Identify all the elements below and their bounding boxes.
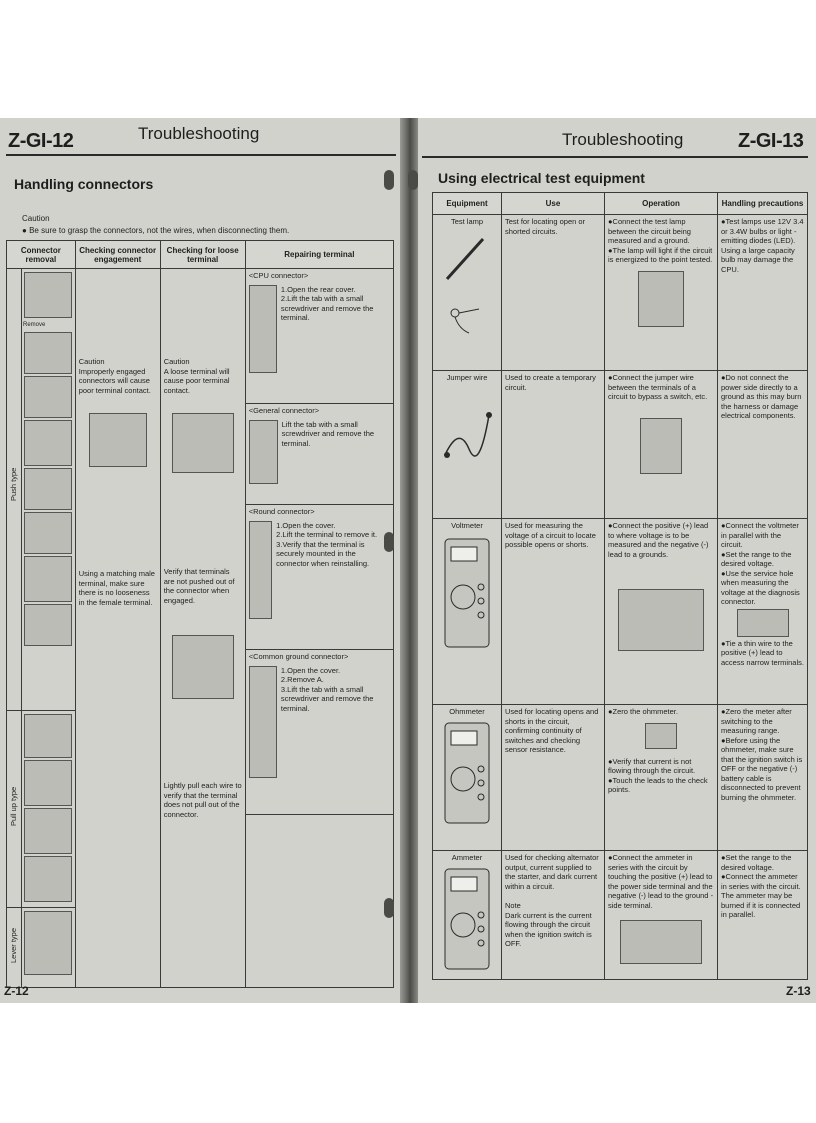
- precautions-voltmeter-3: ●Use the service hole when measuring the voltage at the diagnosis connector.: [721, 568, 800, 606]
- precautions-ohmmeter-2: ●Before using the ohmmeter, make sure that the ignition switch is OFF or the negative (-) battery cable is disconnected to prevent burning the ohmmeter.: [721, 735, 803, 802]
- precautions-jumper-wire-1: ●Do not connect the power side directly to a ground as this may burn the harness or damage electrical components.: [721, 373, 802, 420]
- header-checking-loose: Checking for loose terminal: [160, 241, 245, 269]
- repair-cpu-step-2: 2.Lift the tab with a small screwdriver and remove the terminal.: [280, 294, 374, 323]
- removal-figure-12: [24, 856, 72, 902]
- removal-figure-8: [24, 604, 72, 646]
- precautions-ohmmeter-1: ●Zero the meter after switching to the measuring range.: [721, 707, 792, 735]
- header-equipment: Equipment: [433, 193, 502, 215]
- equipment-jumper-wire-label: Jumper wire: [446, 373, 488, 382]
- loose-caution: A loose terminal will cause poor terminal contact.: [163, 366, 230, 395]
- removal-figure-5: [24, 468, 72, 510]
- repair-cpu-figure: [249, 285, 277, 373]
- precautions-ammeter-1-text: Set the range to the desired voltage.: [721, 853, 792, 872]
- precautions-voltmeter-4-text: Tie a thin wire to the positive (+) lead to access narrow terminals.: [721, 638, 804, 667]
- row-test-lamp: [433, 215, 808, 371]
- precautions-voltmeter-1-text: Connect the voltmeter in parallel with the circuit.: [721, 521, 799, 549]
- equipment-test-lamp-label: Test lamp: [450, 217, 484, 226]
- jumper-wire-icon: [439, 385, 495, 475]
- operation-test-lamp-1-text: Connect the test lamp between the circuit being measured and a ground.: [608, 217, 691, 245]
- repair-ground-figure: [249, 666, 277, 778]
- binder-hole-left-1: [384, 170, 394, 190]
- removal-figure-3: [24, 376, 72, 418]
- repair-ground-step-2: 2.Remove A.: [280, 675, 324, 685]
- operation-jumper-wire: [605, 371, 718, 519]
- row-jumper-wire: [433, 371, 808, 519]
- precautions-voltmeter-1: ●Connect the voltmeter in parallel with the circuit.: [721, 521, 799, 549]
- left-page-code: Z-GI-12: [8, 130, 74, 152]
- precautions-ohmmeter: [718, 705, 808, 851]
- operation-ammeter-1: ●Connect the ammeter in series with the circuit by touching the positive (+) lead to the power side terminal and the negative (-) lead to the ground - side terminal.: [608, 853, 714, 910]
- right-page-footer: Z-13: [786, 984, 811, 998]
- caution-text-body: Be sure to grasp the connectors, not the wires, when disconnecting them.: [29, 226, 290, 235]
- header-precautions: Handling precautions: [718, 193, 808, 215]
- equipment-ammeter-label: Ammeter: [451, 853, 483, 862]
- repair-round-title: <Round connector>: [248, 507, 315, 517]
- use-ammeter-note-label: Note: [505, 901, 521, 910]
- repair-ground-title: <Common ground connector>: [248, 652, 349, 662]
- removal-figure-2: [24, 332, 72, 374]
- precautions-jumper-wire-1-text: Do not connect the power side directly to a ground as this may burn the harness or damage electrical components.: [721, 373, 802, 420]
- pull-up-type-figures: [22, 710, 76, 907]
- test-lamp-icon: [439, 229, 495, 339]
- operation-ohmmeter-2-text: Verify that current is not flowing through the circuit.: [608, 756, 696, 775]
- engagement-caution: Improperly engaged connectors will cause poor terminal contact.: [78, 366, 151, 395]
- caution-text: ● Be sure to grasp the connectors, not the wires, when disconnecting them.: [22, 226, 290, 235]
- equipment-ammeter: [433, 851, 502, 980]
- precautions-test-lamp: [718, 215, 808, 371]
- use-jumper-wire: Used to create a temporary circuit.: [502, 371, 605, 519]
- removal-figure-4: [24, 420, 72, 466]
- lever-type-label: Lever type: [9, 927, 18, 963]
- precautions-ammeter-2: ●Connect the ammeter in series with the circuit. The ammeter may be burned if it is connected in parallel.: [721, 872, 801, 919]
- precautions-ohmmeter-2-text: Before using the ohmmeter, make sure that the ignition switch is OFF or the negative (-) battery cable is disconnected to prevent burning the ohmmeter.: [721, 735, 803, 802]
- equipment-voltmeter: [433, 519, 502, 705]
- loose-verify: Verify that terminals are not pushed out of the connector when engaged.: [163, 567, 235, 605]
- loose-figure-1: [172, 413, 234, 473]
- operation-ohmmeter-2: ●Verify that current is not flowing through the circuit.: [608, 756, 696, 775]
- operation-test-lamp-2: ●The lamp will light if the circuit is energized to the point tested.: [608, 245, 713, 264]
- header-connector-removal: Connector removal: [7, 241, 76, 269]
- repair-round-step-3: 3.Verify that the terminal is securely mounted in the connector when reinstalling.: [276, 539, 370, 568]
- use-ohmmeter: Used for locating opens and shorts in the circuit, confirming continuity of switches and checking sensor resistance.: [502, 705, 605, 851]
- repair-general-step-1: Lift the tab with a small screwdriver and remove the terminal.: [281, 419, 375, 448]
- equipment-voltmeter-label: Voltmeter: [451, 521, 483, 530]
- header-operation: Operation: [605, 193, 718, 215]
- loose-pull: Lightly pull each wire to verify that the terminal does not pull out of the connector.: [163, 781, 242, 819]
- row-voltmeter: [433, 519, 808, 705]
- test-equipment-table: [432, 192, 808, 980]
- operation-ohmmeter-1: ●Zero the ohmmeter.: [608, 707, 678, 716]
- equipment-jumper-wire: [433, 371, 502, 519]
- operation-jumper-wire-1-text: Connect the jumper wire between the terminals of a circuit to bypass a switch, etc.: [608, 373, 708, 401]
- precautions-voltmeter-3-text: Use the service hole when measuring the voltage at the diagnosis connector.: [721, 568, 800, 606]
- operation-test-lamp: [605, 215, 718, 371]
- precautions-ammeter: [718, 851, 808, 980]
- binder-hole-right-1: [408, 170, 418, 190]
- repair-cpu-title: <CPU connector>: [248, 271, 309, 281]
- right-header-rule: [422, 156, 808, 158]
- lever-type-figures: [22, 907, 76, 987]
- removal-figure-9: [24, 714, 72, 758]
- loose-terminal-cell: [160, 269, 245, 988]
- ammeter-circuit-figure: [620, 920, 702, 964]
- use-ammeter-text: Used for checking alternator output, current supplied to the starter, and dark current within a circuit.: [505, 853, 599, 891]
- voltmeter-circuit-figure: [618, 589, 704, 651]
- engagement-figure: [89, 413, 147, 467]
- left-section-title: Handling connectors: [14, 176, 154, 192]
- operation-voltmeter-1-text: Connect the positive (+) lead to where voltage is to be measured and the negative (-) lead to a grounds.: [608, 521, 709, 559]
- operation-jumper-wire-1: ●Connect the jumper wire between the terminals of a circuit to bypass a switch, etc.: [608, 373, 708, 401]
- operation-ohmmeter-3: ●Touch the leads to the check points.: [608, 775, 708, 794]
- engagement-cell: [75, 269, 160, 988]
- header-use: Use: [502, 193, 605, 215]
- ohmmeter-icon: [441, 719, 493, 829]
- operation-ohmmeter-1-text: Zero the ohmmeter.: [612, 707, 678, 716]
- precautions-jumper-wire: [718, 371, 808, 519]
- precautions-test-lamp-1-text: Test lamps use 12V 3.4 or 3.4W bulbs or light - emitting diodes (LED). Using a large capacity bulb may damage the CPU.: [721, 217, 804, 274]
- binder-hole-left-3: [384, 898, 394, 918]
- repair-ground-step-3: 3.Lift the tab with a small screwdriver and remove the terminal.: [280, 684, 374, 713]
- operation-ohmmeter: [605, 705, 718, 851]
- lever-type-label-cell: [7, 907, 22, 987]
- removal-figure-10: [24, 760, 72, 806]
- loose-caution-label: Caution: [163, 357, 190, 367]
- precautions-test-lamp-1: ●Test lamps use 12V 3.4 or 3.4W bulbs or light - emitting diodes (LED). Using a large capacity bulb may damage the CPU.: [721, 217, 804, 274]
- book-gutter: [400, 118, 418, 1003]
- use-ammeter-note: Dark current is the current flowing through the circuit when the ignition switch is OFF.: [505, 910, 592, 948]
- jumper-wire-circuit-figure: [640, 418, 682, 474]
- engagement-matching: Using a matching male terminal, make sure there is no looseness in the female terminal.: [78, 569, 155, 607]
- push-type-label: Push type: [9, 467, 18, 501]
- binder-hole-left-2: [384, 532, 394, 552]
- service-hole-figure: [737, 609, 789, 637]
- left-running-head: Troubleshooting: [138, 124, 260, 143]
- repair-ground: [246, 650, 393, 815]
- pull-up-type-label: Pull up type: [9, 786, 18, 826]
- ohmmeter-zero-figure: [645, 723, 677, 749]
- removal-figure-1: [24, 272, 72, 318]
- remove-label: Remove: [23, 322, 46, 329]
- use-ammeter: [502, 851, 605, 980]
- operation-test-lamp-2-text: The lamp will light if the circuit is energized to the point tested.: [608, 245, 713, 264]
- repair-cell: [245, 269, 393, 988]
- use-voltmeter: Used for measuring the voltage of a circuit to locate possible opens or shorts.: [502, 519, 605, 705]
- right-page: [418, 118, 816, 1003]
- precautions-voltmeter-2-text: Set the range to the desired voltage.: [721, 549, 792, 568]
- removal-figure-7: [24, 556, 72, 602]
- precautions-ammeter-1: ●Set the range to the desired voltage.: [721, 853, 792, 872]
- equipment-test-lamp: [433, 215, 502, 371]
- equipment-ohmmeter: [433, 705, 502, 851]
- precautions-voltmeter: [718, 519, 808, 705]
- left-page-footer: Z-12: [4, 984, 29, 998]
- operation-test-lamp-1: ●Connect the test lamp between the circuit being measured and a ground.: [608, 217, 691, 245]
- repair-cpu: [246, 269, 393, 404]
- precautions-ammeter-2-text: Connect the ammeter in series with the circuit. The ammeter may be burned if it is connected in parallel.: [721, 872, 801, 919]
- loose-figure-2: [172, 635, 234, 699]
- right-page-code: Z-GI-13: [738, 130, 804, 152]
- caution-label: Caution: [22, 214, 50, 223]
- engagement-caution-label: Caution: [78, 357, 105, 367]
- repair-cpu-step-1: 1.Open the rear cover.: [280, 284, 356, 294]
- removal-figure-11: [24, 808, 72, 854]
- removal-figure-6: [24, 512, 72, 554]
- header-repairing-terminal: Repairing terminal: [245, 241, 393, 269]
- repair-general-title: <General connector>: [248, 406, 320, 416]
- precautions-voltmeter-4: ●Tie a thin wire to the positive (+) lead to access narrow terminals.: [721, 638, 804, 667]
- operation-ammeter-1-text: Connect the ammeter in series with the circuit by touching the positive (+) lead to the power side terminal and the negative (-) lead to the ground - side terminal.: [608, 853, 714, 910]
- header-checking-engagement: Checking connector engagement: [75, 241, 160, 269]
- book-spread: [0, 118, 816, 1003]
- row-ammeter: [433, 851, 808, 980]
- left-page: [0, 118, 400, 1003]
- repair-ground-step-1: 1.Open the cover.: [280, 665, 341, 675]
- ammeter-icon: [441, 865, 493, 975]
- precautions-voltmeter-2: ●Set the range to the desired voltage.: [721, 549, 792, 568]
- repair-general: [246, 404, 393, 505]
- repair-round-figure: [249, 521, 272, 619]
- precautions-ohmmeter-1-text: Zero the meter after switching to the measuring range.: [721, 707, 792, 735]
- use-test-lamp: Test for locating open or shorted circuits.: [502, 215, 605, 371]
- removal-figure-13: [24, 911, 72, 975]
- operation-ohmmeter-3-text: Touch the leads to the check points.: [608, 775, 708, 794]
- operation-voltmeter: [605, 519, 718, 705]
- connector-table: [6, 240, 394, 988]
- operation-ammeter: [605, 851, 718, 980]
- push-type-figures: [22, 269, 76, 711]
- pull-up-type-label-cell: [7, 710, 22, 907]
- left-header-rule: [6, 154, 396, 156]
- push-type-label-cell: [7, 269, 22, 711]
- repair-round: [246, 505, 393, 650]
- right-running-head: Troubleshooting: [562, 130, 684, 149]
- repair-round-step-1: 1.Open the cover.: [276, 520, 336, 530]
- voltmeter-icon: [441, 533, 493, 653]
- right-section-title: Using electrical test equipment: [438, 170, 645, 186]
- equipment-ohmmeter-label: Ohmmeter: [449, 707, 485, 716]
- repair-round-step-2: 2.Lift the terminal to remove it.: [276, 530, 378, 540]
- operation-voltmeter-1: ●Connect the positive (+) lead to where voltage is to be measured and the negative (-) lead to a grounds.: [608, 521, 709, 559]
- repair-general-figure: [249, 420, 278, 484]
- row-ohmmeter: [433, 705, 808, 851]
- test-lamp-circuit-figure: [638, 271, 684, 327]
